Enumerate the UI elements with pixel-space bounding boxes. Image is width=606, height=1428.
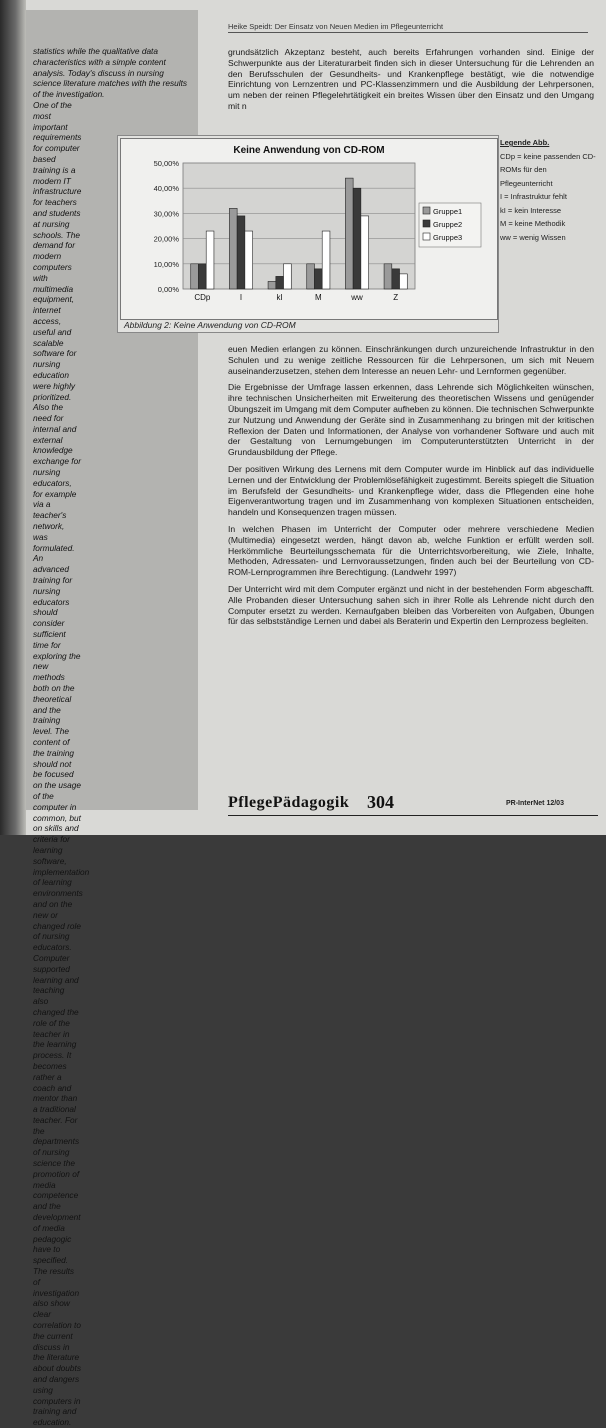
issue-label: PR-InterNet 12/03 <box>506 800 564 807</box>
body-paragraph: In welchen Phasen im Unterricht der Computer oder mehrere verschiedene Medien (Multimedia) eingesetzt werden, hängt davon ab, welche Funktion er erfüllt werden soll. Herkömmliche Beurteilungsschemata für die Unterrichtsvorbereitung, wie Ziele, Inhalte, Methoden, Adressaten- und Lernvoraussetzungen, finden auch bei der Beurteilung von CD-ROM-Lernprogrammen ihre Berechtigung. (Landwehr 1997) <box>228 523 594 578</box>
y-tick-label: 10,00% <box>153 259 179 269</box>
legend-note-line: kI = kein Interesse <box>500 205 562 215</box>
main-text-bottom <box>228 344 594 633</box>
body-paragraph: Der positiven Wirkung des Lernens mit dem Computer wurde im Hinblick auf das individuelle Lernen und der Entwicklung der Problemlösefähigkeit zugestimmt. Bereits spiegelt die Situation im Berufsfeld der Gesundheits- und Krankenpflege wider, dass die Pflegenden eine hohe Eigenverantwortung tragen und im Zusammenhang von komplexen Situationen entscheiden, handeln und Konsequenzen tragen müssen. <box>228 463 594 518</box>
bar-gruppe2-i <box>237 216 245 289</box>
plot-area <box>183 163 415 289</box>
bar-gruppe2-z <box>392 269 400 289</box>
bar-gruppe2-ww <box>353 188 361 289</box>
bar-gruppe3-cdp <box>206 231 214 289</box>
bar-gruppe2-m <box>314 269 322 289</box>
x-tick-label: Z <box>393 293 399 302</box>
journal-brand: PflegePädagogik <box>228 794 350 811</box>
bar-gruppe1-i <box>229 208 237 289</box>
bar-chart <box>121 139 497 319</box>
y-tick-label: 40,00% <box>153 184 179 194</box>
x-tick-label: I <box>239 293 243 302</box>
sidebar-paragraph-2: One of the most important requirements for computer based training is a modern IT infrastructure for teachers and students at nursing schools. The demand for modern computers with multimedia equipment, internet access, useful and scalable software for nursing education were highly prioritized. Also the need for internal and external knowledge exchange for nursing educators, for example via a teacher's network, was formulated. An advanced training for nursing educators should consider sufficient time for exploring the new methods both on the theoretical and the training level. The content of the training should not be focused on the usage of the computer in common, but on skills and criteria for learning software, implementation of learning environments and on the new or changed role of nursing educators. Computer supported learning and teaching also changed the role of the teacher in the learning process. It becomes rather a coach and mentor than a traditional teacher. For the departments of nursing science the promotion of media competence and the development of media pedagogic have to specified. The results of investigation also show clear correlation to the current discuss in the literature about doubts and dangers using computers in training and education. <box>33 99 90 1428</box>
figure-legend-note <box>500 136 596 244</box>
page-number: 304 <box>367 792 394 812</box>
bar-gruppe3-ki <box>284 264 292 289</box>
bar-gruppe1-cdp <box>191 264 199 289</box>
y-tick-label: 20,00% <box>153 234 179 244</box>
legend-label: Gruppe1 <box>433 207 463 216</box>
legend-swatch <box>423 220 430 227</box>
y-tick-label: 0,00% <box>157 285 179 294</box>
legend-note-line: I = Infrastruktur fehlt <box>500 192 567 201</box>
bar-gruppe3-m <box>322 231 330 289</box>
bar-gruppe1-z <box>384 264 392 289</box>
legend-swatch <box>423 233 430 240</box>
bar-gruppe1-ki <box>268 281 276 289</box>
x-tick-label: CDp <box>194 293 211 302</box>
x-tick-label: M <box>314 293 322 302</box>
x-tick-label: kI <box>276 293 283 302</box>
bar-gruppe1-ww <box>345 178 353 289</box>
running-header: Heike Speidt: Der Einsatz von Neuen Medien im Pflegeunterricht <box>228 22 588 33</box>
legend-note-title: Legende Abb. <box>500 138 550 147</box>
body-paragraph: euen Medien erlangen zu können. Einschränkungen durch unzureichende Infrastruktur in den Schulen und zu wenige zeitliche Ressourcen für die Lehrpersonen, um sich mit Neuem auseinanderzusetzen, stehen dem Interesse an neuen Lehr- und Lernformen gegenüber. <box>228 344 594 376</box>
legend-note-line: CDp = keine passenden CD-ROMs für den Pflegeunterricht <box>500 151 596 188</box>
chart-frame <box>120 138 498 320</box>
legend-note-line: ww = wenig Wissen <box>500 232 566 242</box>
y-tick-label: 50,00% <box>153 159 179 168</box>
bar-gruppe1-m <box>307 264 315 289</box>
bar-gruppe3-ww <box>361 216 369 289</box>
figure-2 <box>117 135 499 333</box>
footer-rule <box>228 815 598 816</box>
body-paragraph: Die Ergebnisse der Umfrage lassen erkennen, dass Lehrende sich Möglichkeiten wünschen, ihre technischen Unsicherheiten mit Erweiterung des theoretischen Wissens und genügender Übungszeit im Umgang mit dem Computer aufheben zu können. Die technischen Schwerpunkte zur Nutzung und Anwendung der Geräte sind in Zusammenhang zu bringen mit der kritischen Reflexion der Daten und Informationen, der Analyse von vorhandener Software und auch mit der Gestaltung von Lernumgebungen im Computerunterstützten Unterricht in der Grundausbildung der Pflege. <box>228 382 594 458</box>
sidebar-paragraph-1: statistics while the qualitative data characteristics with a simple content analysis. Today's discuss in nursing science literature matches with the results of the investigation. <box>33 46 188 100</box>
bar-gruppe3-i <box>245 231 253 289</box>
book-spine-shadow <box>0 0 26 835</box>
legend-note-line: M = keine Methodik <box>500 219 566 228</box>
bar-gruppe2-ki <box>276 276 284 289</box>
legend-swatch <box>423 207 430 214</box>
chart-title: Keine Anwendung von CD-ROM <box>233 145 385 156</box>
bar-gruppe3-z <box>400 274 408 289</box>
legend-label: Gruppe3 <box>433 233 463 242</box>
y-tick-label: 30,00% <box>153 209 179 219</box>
figure-caption: Abbildung 2: Keine Anwendung von CD-ROM <box>124 320 296 330</box>
main-text-top: grundsätzlich Akzeptanz besteht, auch bereits Erfahrungen vorhanden sind. Einige der Schwerpunkte aus der Literaturarbeit finden sich in dieser Untersuchung für die Lehrenden an den Berufsschulen der Gesundheits- und Krankenpflege bestätigt, wie die notwendige Einrichtung von Lernzentren und PC-Klassenzimmern und die Ausbildung der Lehrpersonen, um neben der reinen Pflegelehrtätigkeit ein breites Wissen über den Einsatz und den Umgang mit n <box>228 47 594 111</box>
body-paragraph: Der Unterricht wird mit dem Computer ergänzt und nicht in der bestehenden Form abgeschafft. Alle Probanden dieser Untersuchung sahen sich in ihrer Rolle als Lehrende nicht durch den Computer ersetzt zu werden. Kernaufgaben bleiben das Vorbereiten von Aufgaben, Übungen für das selbstständige Lernen und dabei als Beraterin und Expertin den Lernprozess begleiten. <box>228 583 594 627</box>
bar-gruppe2-cdp <box>198 264 206 289</box>
x-tick-label: ww <box>351 293 363 302</box>
legend-label: Gruppe2 <box>433 220 463 229</box>
